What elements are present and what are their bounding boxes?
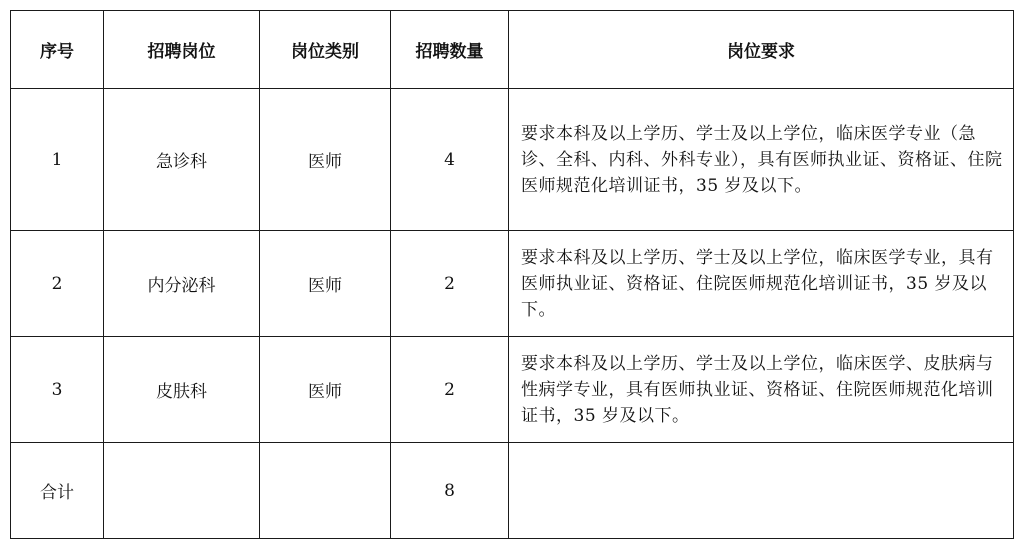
cell-category: 医师 [260, 231, 391, 337]
table-row [11, 337, 1014, 443]
total-label: 合计 [11, 443, 104, 539]
cell-index: 2 [11, 231, 104, 337]
cell-category: 医师 [260, 89, 391, 231]
cell-category: 医师 [260, 337, 391, 443]
total-row [11, 443, 1014, 539]
table-row [11, 231, 1014, 337]
cell-count: 4 [391, 89, 509, 231]
total-requirement [509, 443, 1014, 539]
cell-count: 2 [391, 231, 509, 337]
table-header [11, 11, 1014, 89]
cell-position: 皮肤科 [104, 337, 260, 443]
total-position [104, 443, 260, 539]
table-body [11, 89, 1014, 539]
header-category: 岗位类别 [260, 11, 391, 89]
header-count: 招聘数量 [391, 11, 509, 89]
header-position: 招聘岗位 [104, 11, 260, 89]
cell-position: 内分泌科 [104, 231, 260, 337]
cell-index: 1 [11, 89, 104, 231]
cell-requirement: 要求本科及以上学历、学士及以上学位，临床医学专业，具有医师执业证、资格证、住院医师规范化培训证书，35 岁及以下。 [509, 231, 1014, 337]
cell-position: 急诊科 [104, 89, 260, 231]
header-row [11, 11, 1014, 89]
cell-requirement: 要求本科及以上学历、学士及以上学位，临床医学、皮肤病与性病学专业，具有医师执业证、资格证、住院医师规范化培训证书，35 岁及以下。 [509, 337, 1014, 443]
header-index: 序号 [11, 11, 104, 89]
header-requirement: 岗位要求 [509, 11, 1014, 89]
total-count: 8 [391, 443, 509, 539]
cell-count: 2 [391, 337, 509, 443]
cell-requirement: 要求本科及以上学历、学士及以上学位，临床医学专业（急诊、全科、内科、外科专业），具有医师执业证、资格证、住院医师规范化培训证书，35 岁及以下。 [509, 89, 1014, 231]
table-row [11, 89, 1014, 231]
total-category [260, 443, 391, 539]
recruitment-table [10, 10, 1014, 539]
cell-index: 3 [11, 337, 104, 443]
